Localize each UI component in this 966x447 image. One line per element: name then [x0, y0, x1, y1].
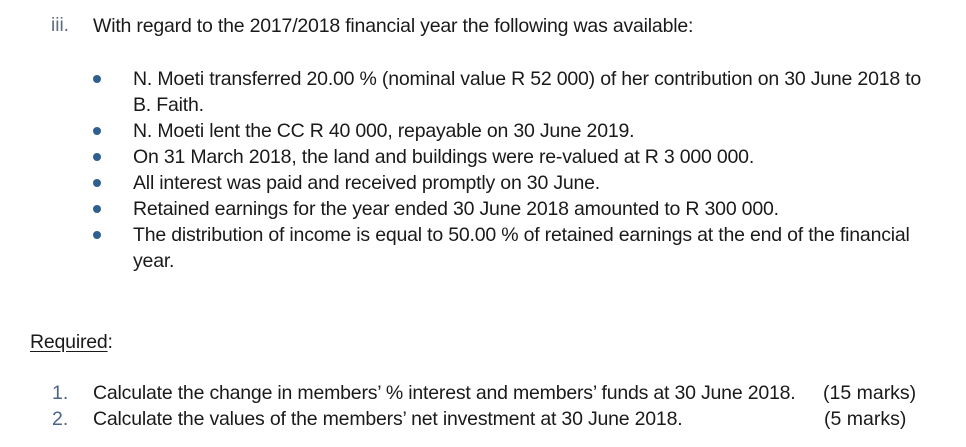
bullet-item-4: All interest was paid and received promptly on 30 June. — [133, 172, 601, 194]
required-colon: : — [107, 331, 113, 353]
bullet-icon — [93, 75, 101, 83]
question-1-number: 1. — [52, 382, 69, 404]
bullet-item-6-line-1: The distribution of income is equal to 50.00 % of retained earnings at the end of the financial — [133, 224, 910, 246]
bullet-icon — [93, 127, 101, 135]
bullet-item-3: On 31 March 2018, the land and buildings were re-valued at R 3 000 000. — [133, 146, 755, 168]
bullet-icon — [93, 179, 101, 187]
section-intro: With regard to the 2017/2018 financial year the following was available: — [93, 15, 694, 37]
bullet-icon — [93, 205, 101, 213]
question-2-marks: (5 marks) — [824, 408, 907, 430]
section-number: iii. — [51, 15, 69, 36]
bullet-item-1-line-1: N. Moeti transferred 20.00 % (nominal value R 52 000) of her contribution on 30 June 2018 to — [133, 68, 922, 90]
bullet-icon — [93, 153, 101, 161]
bullet-item-5: Retained earnings for the year ended 30 June 2018 amounted to R 300 000. — [133, 198, 779, 220]
question-1-text: Calculate the change in members’ % interest and members’ funds at 30 June 2018. — [93, 382, 796, 404]
bullet-item-1-line-2: B. Faith. — [133, 94, 204, 116]
question-2-number: 2. — [52, 408, 69, 430]
required-label: Required — [30, 331, 108, 353]
bullet-icon — [93, 231, 101, 239]
required-heading — [30, 329, 113, 355]
bullet-item-2: N. Moeti lent the CC R 40 000, repayable on 30 June 2019. — [133, 120, 635, 142]
question-1-marks: (15 marks) — [823, 382, 917, 404]
bullet-item-6-line-2: year. — [133, 250, 175, 272]
question-2-text: Calculate the values of the members’ net investment at 30 June 2018. — [93, 408, 683, 430]
